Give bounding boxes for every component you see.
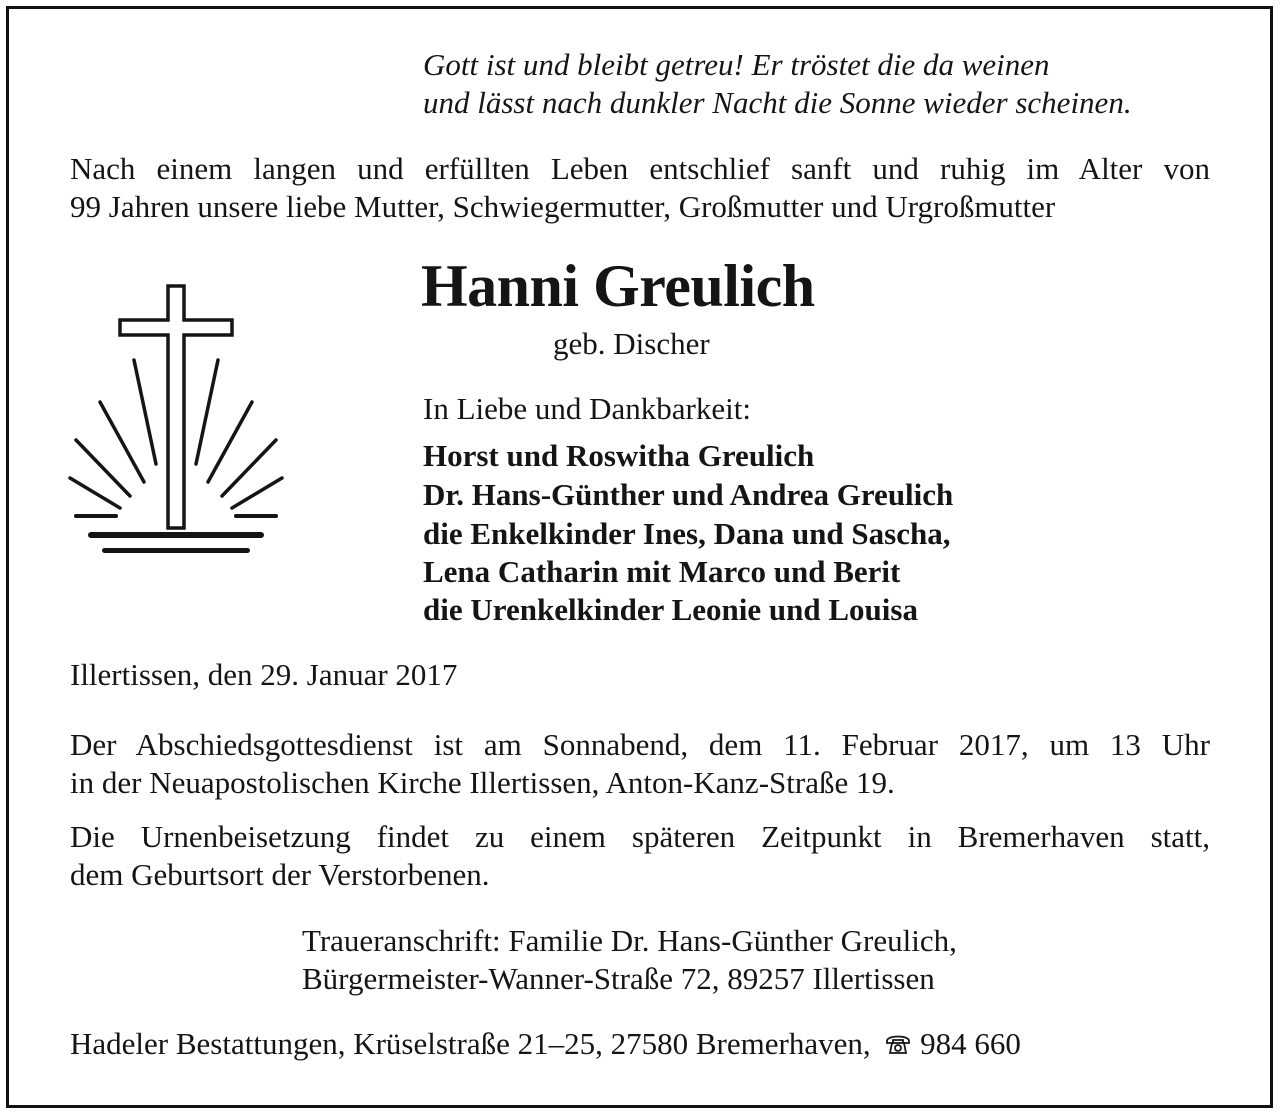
mourner-line: Lena Catharin mit Marco und Berit bbox=[423, 554, 901, 589]
mourner-line: die Enkelkinder Ines, Dana und Sascha, bbox=[423, 516, 951, 551]
motto-line-2: und lässt nach dunkler Nacht die Sonne wieder scheinen. bbox=[423, 85, 1132, 120]
address-line-2: Bürgermeister-Wanner-Straße 72, 89257 Illertissen bbox=[302, 961, 935, 996]
intro-line-2: 99 Jahren unsere liebe Mutter, Schwiegermutter, Großmutter und Urgroßmutter bbox=[70, 189, 1056, 224]
mourner-line: Dr. Hans-Günther und Andrea Greulich bbox=[423, 477, 954, 512]
mourners-heading: In Liebe und Dankbarkeit: bbox=[423, 391, 751, 426]
place-date: Illertissen, den 29. Januar 2017 bbox=[70, 657, 458, 692]
intro-line-1: Nach einem langen und erfüllten Leben entschlief sanft und ruhig im Alter von bbox=[70, 151, 1210, 186]
undertaker-line bbox=[70, 1025, 1021, 1063]
burial-line-1: Die Urnenbeisetzung findet zu einem späteren Zeitpunkt in Bremerhaven statt, bbox=[70, 819, 1210, 854]
mourner-line: Horst und Roswitha Greulich bbox=[423, 438, 815, 473]
phone-number: 984 660 bbox=[920, 1026, 1021, 1061]
motto-line-1: Gott ist und bleibt getreu! Er tröstet die da weinen bbox=[423, 47, 1050, 82]
service-line-1: Der Abschiedsgottesdienst ist am Sonnabend, dem 11. Februar 2017, um 13 Uhr bbox=[70, 727, 1210, 762]
deceased-name: Hanni Greulich bbox=[421, 253, 815, 319]
address-line-1: Traueranschrift: Familie Dr. Hans-Günther Greulich, bbox=[302, 923, 957, 958]
burial-line-2: dem Geburtsort der Verstorbenen. bbox=[70, 857, 490, 892]
service-line-2: in der Neuapostolischen Kirche Illertissen, Anton-Kanz-Straße 19. bbox=[70, 765, 895, 800]
cross-sunrise-icon bbox=[62, 280, 287, 575]
undertaker-text: Hadeler Bestattungen, Krüselstraße 21–25, 27580 Bremerhaven, bbox=[70, 1026, 871, 1061]
birth-name: geb. Discher bbox=[553, 326, 710, 361]
mourner-line: die Urenkelkinder Leonie und Louisa bbox=[423, 592, 918, 627]
telephone-icon bbox=[884, 1027, 912, 1051]
